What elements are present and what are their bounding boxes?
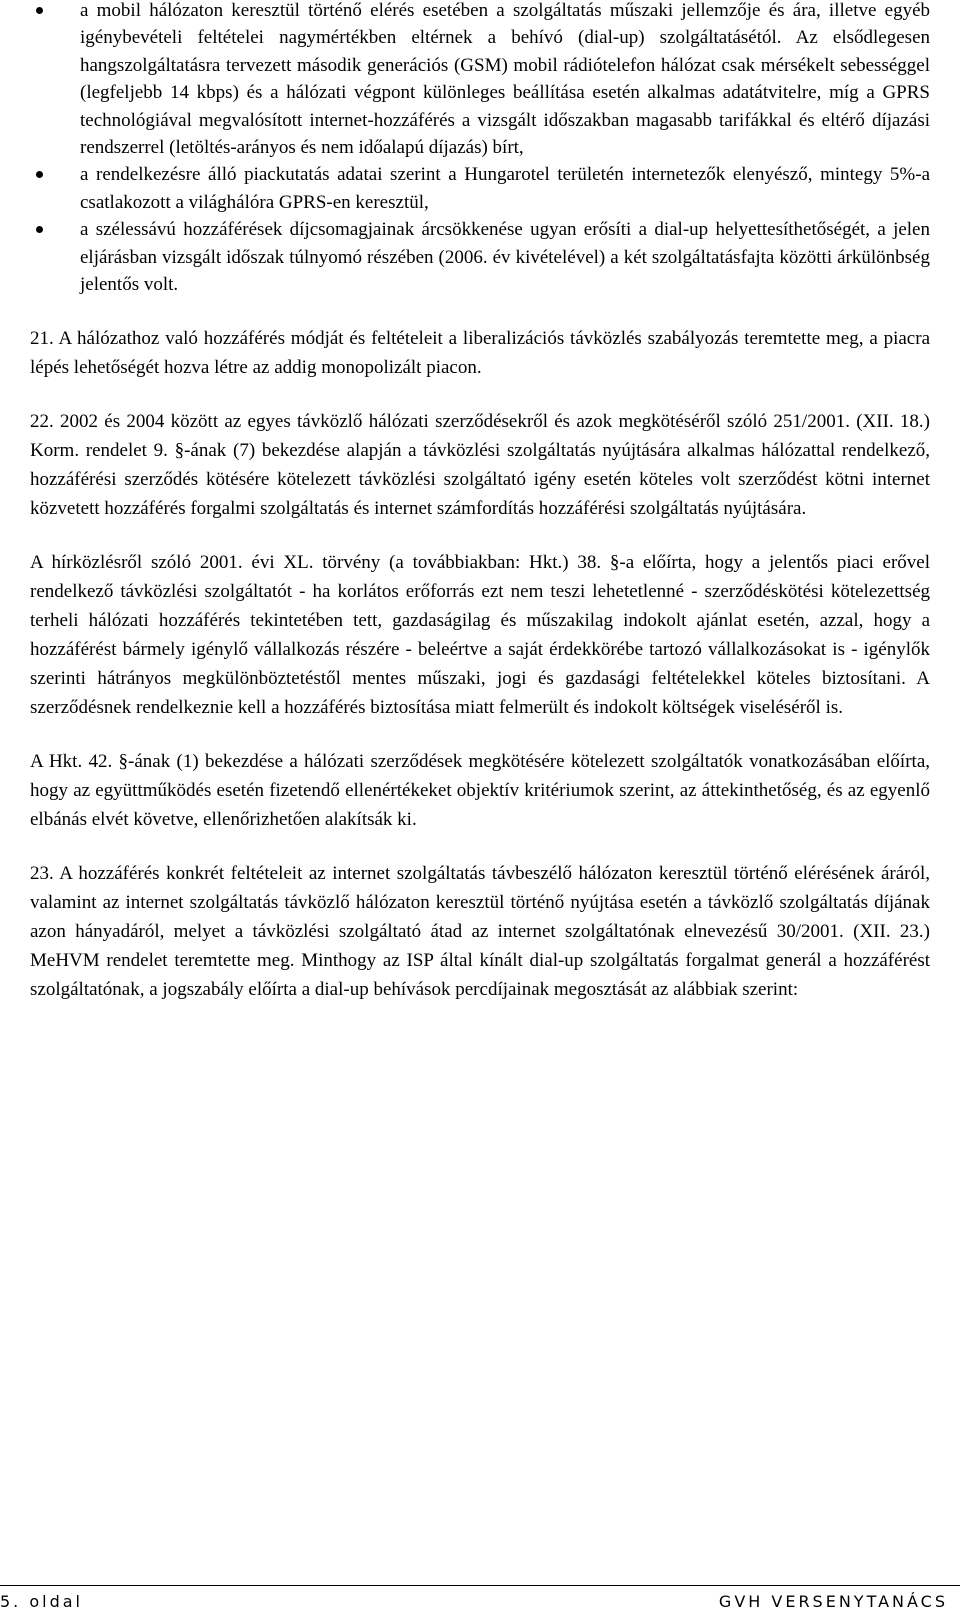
bullet-text: a mobil hálózaton keresztül történő elérés esetében a szolgáltatás műszaki jellemzője és ára, illetve egyéb igénybevételi feltételei nagymértékben eltérnek a behívó (dial-up) szolgáltatásétól. Az elsődlegesen hangszolgáltatásra tervezett második generációs (GSM) mobil rádiótelefon hálózat csak mérsékelt sebességgel (legfeljebb 14 kbps) és a hálózati végpont különleges beállítása esetén alkalmas adatátvitelre, míg a GPRS technológiával megvalósított internet-hozzáférés a vizsgált időszakban magasabb tarifákkal és eltérő díjazási rendszerrel (letöltés-arányos és nem időalapú díjazás) bírt, (80, 0, 930, 159)
list-item (30, 0, 930, 161)
bullet-list (30, 0, 930, 298)
list-item (30, 161, 930, 216)
paragraph-21: 21. A hálózathoz való hozzáférés módját és feltételeit a liberalizációs távközlés szabályozás teremtette meg, a piacra lépés lehetőségét hozva létre az addig monopolizált piacon. (30, 328, 930, 379)
footer-divider (0, 1585, 960, 1586)
paragraph-hkt-42: A Hkt. 42. §-ának (1) bekezdése a hálózati szerződések megkötésére kötelezett szolgáltatók vonatkozásában előírta, hogy az együttműködés esetén fizetendő ellenértékeket objektív kritériumok szerint, az áttekinthetőség, és az egyenlő elbánás elvét követve, ellenőrizhetően alakítsák ki. (30, 751, 930, 831)
bullet-icon (36, 171, 43, 178)
bullet-icon (36, 226, 43, 233)
paragraph-23: 23. A hozzáférés konkrét feltételeit az internet szolgáltatás távbeszélő hálózaton keresztül történő elérésének áráról, valamint az internet szolgáltatás távközlő hálózaton keresztül történő nyújtása esetén a távközlő szolgáltatás díjának azon hányadáról, melyet a távközlési szolgáltató átad az internet szolgáltatónak elnevezésű 30/2001. (XII. 23.) MeHVM rendelet teremtette meg. Minthogy az ISP által kínált dial-up szolgáltatás forgalmat generál a hozzáférést szolgáltatónak, a jogszabály előírta a dial-up behívások percdíjainak megosztását az alábbiak szerint: (30, 863, 930, 1001)
bullet-icon (36, 7, 43, 14)
page-number: 5. oldal (0, 1592, 83, 1611)
bullet-text: a szélessávú hozzáférések díjcsomagjainak árcsökkenése ugyan erősíti a dial-up helyettesíthetőségét, a jelen eljárásban vizsgált időszak túlnyomó részében (2006. év kivételével) a két szolgáltatásfajta közötti árkülönbség jelentős volt. (80, 219, 930, 296)
list-item (30, 216, 930, 298)
paragraph-hkt-38: A hírközlésről szóló 2001. évi XL. törvény (a továbbiakban: Hkt.) 38. §-a előírta, hogy a jelentős piaci erővel rendelkező távközlési szolgáltatót - ha korlátos erőforrás ezt nem teszi lehetetlenné - szerződéskötési kötelezettség terheli hálózati hozzáférés tekintetében tett, gazdaságilag és műszakilag indokolt ajánlat esetén, azzal, hogy a hozzáférést bármely igénylő vállalkozás részére - beleértve a saját érdekkörébe tartozó vállalkozásokat is - igénylők szerinti hátrányos megkülönböztetéstől mentes műszaki, jogi és gazdasági feltételekkel köteles biztosítani. A szerződésnek rendelkeznie kell a hozzáférés biztosítása miatt felmerült és indokolt költségek viseléséről is. (30, 552, 930, 719)
footer-organization: GVH VERSENYTANÁCS (718, 1592, 948, 1611)
paragraph-22: 22. 2002 és 2004 között az egyes távközlő hálózati szerződésekről és azok megkötéséről szóló 251/2001. (XII. 18.) Korm. rendelet 9. §-ának (7) bekezdése alapján a távközlési szolgáltatás nyújtására alkalmas hálózattal rendelkező, hozzáférési szerződés kötésére kötelezett távközlési szolgáltató igény esetén köteles volt szerződést kötni internet közvetett hozzáférés forgalmi szolgáltatás és internet számfordítás hozzáférési szolgáltatás nyújtására. (30, 411, 930, 520)
bullet-text: a rendelkezésre álló piackutatás adatai szerint a Hungarotel területén internetezők elenyésző, mintegy 5%-a csatlakozott a világhálóra GPRS-en keresztül, (80, 164, 930, 213)
document-page (30, 0, 930, 1004)
